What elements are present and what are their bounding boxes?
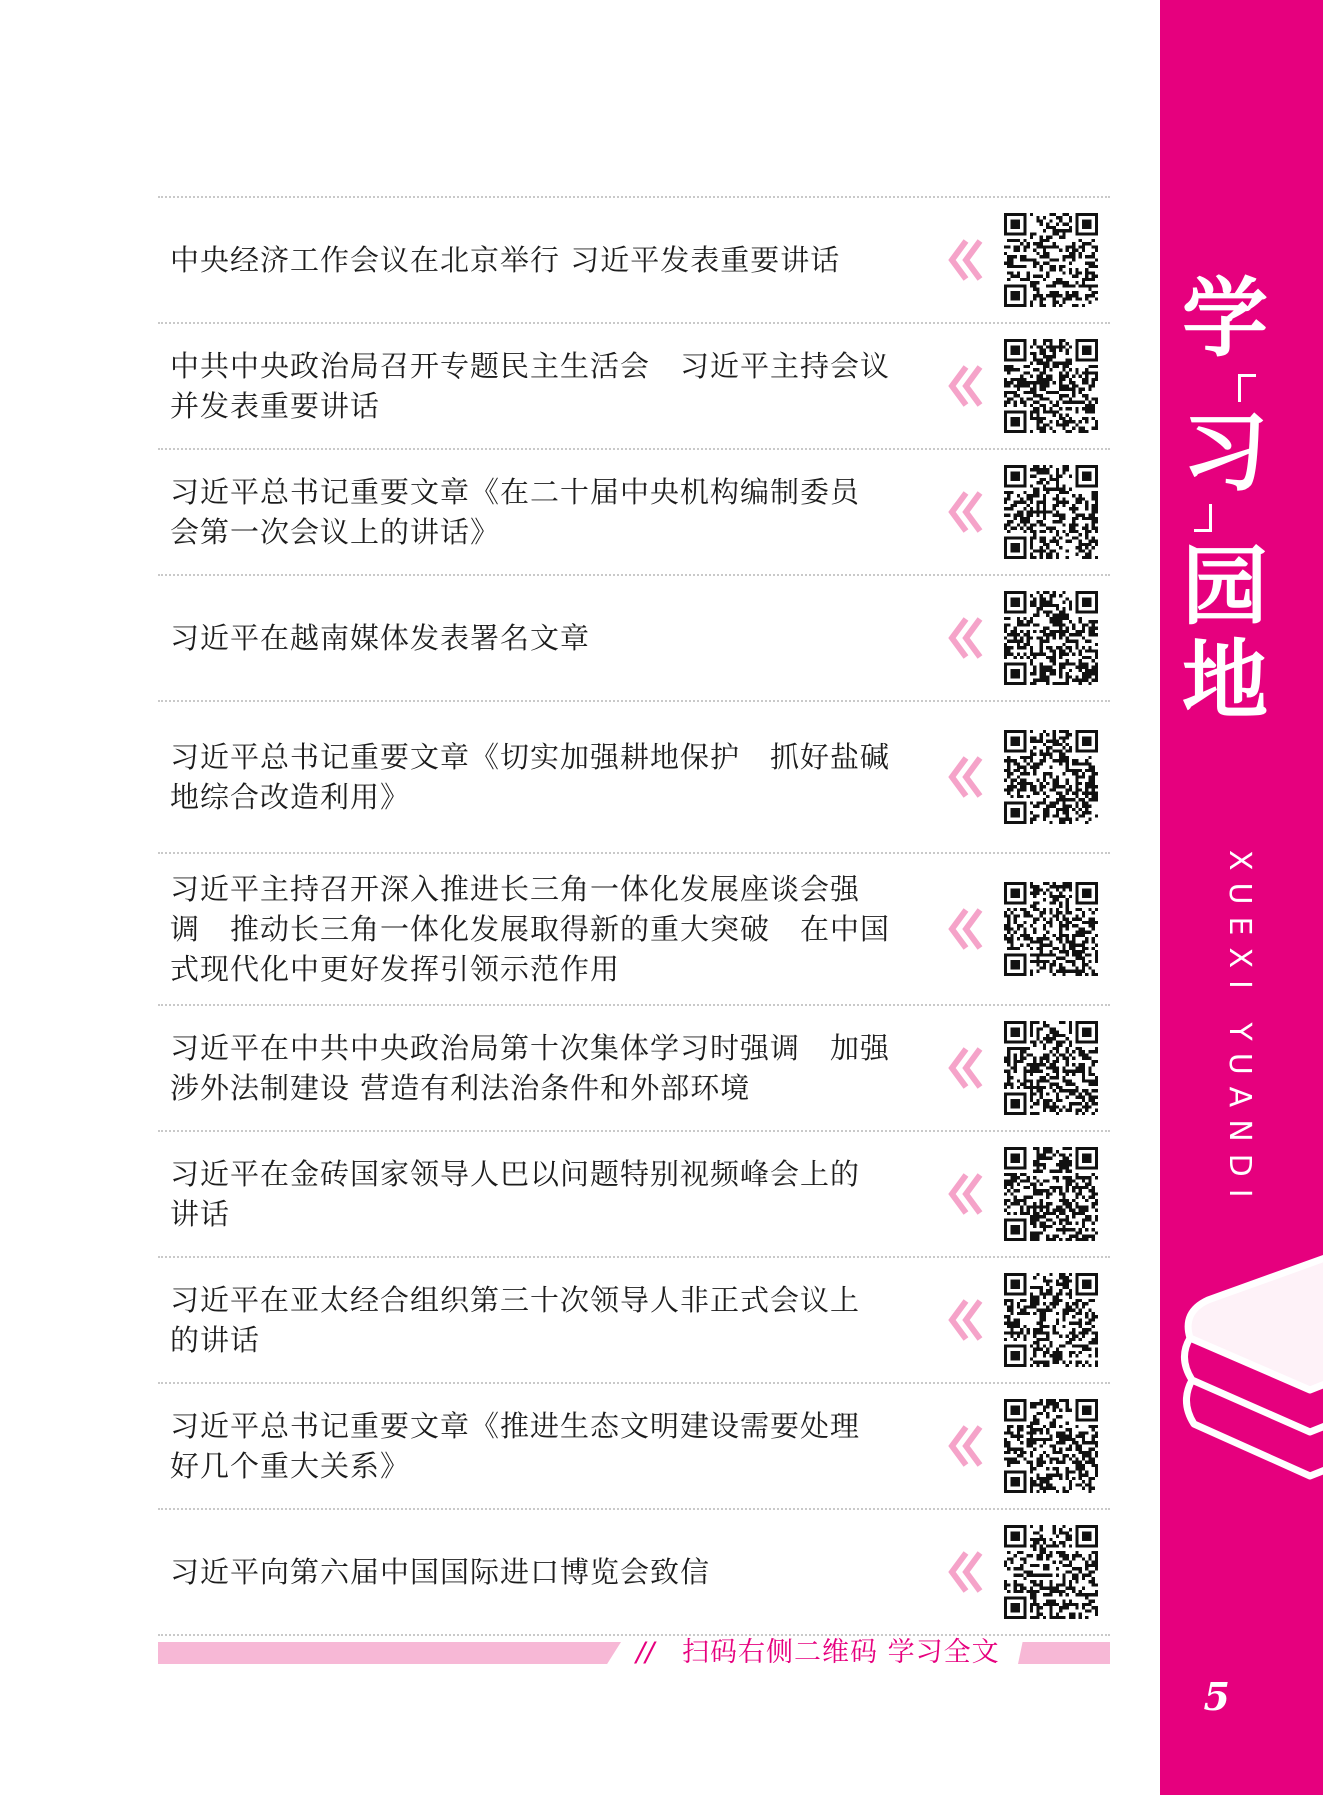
article-title[interactable]: 习近平向第六届中国国际进口博览会致信 — [170, 1555, 711, 1589]
article-title[interactable]: 习近平总书记重要文章《切实加强耕地保护 抓好盐碱 地综合改造利用》 — [170, 740, 891, 814]
qr-code-icon[interactable] — [1004, 1021, 1098, 1115]
qr-code-icon[interactable] — [1004, 1273, 1098, 1367]
article-item — [158, 1258, 1110, 1384]
footer-caption: 扫码右侧二维码 学习全文 — [682, 1637, 1000, 1668]
bracket-open-icon — [1160, 366, 1290, 406]
article-item — [158, 450, 1110, 576]
sidebar-latin-title: XUEXI YUANDI — [1222, 850, 1257, 1210]
article-item — [158, 1510, 1110, 1636]
article-item — [158, 1006, 1110, 1132]
double-chevron-left-icon — [948, 1423, 988, 1469]
article-title[interactable]: 习近平在金砖国家领导人巴以问题特别视频峰会上的 讲话 — [170, 1157, 861, 1231]
double-chevron-left-icon — [948, 489, 988, 535]
qr-code-icon[interactable] — [1004, 591, 1098, 685]
article-title[interactable]: 习近平在亚太经合组织第三十次领导人非正式会议上 的讲话 — [170, 1283, 861, 1357]
qr-code-icon[interactable] — [1004, 1147, 1098, 1241]
article-list — [158, 196, 1110, 1636]
article-item — [158, 198, 1110, 324]
qr-code-icon[interactable] — [1004, 1525, 1098, 1619]
qr-code-icon[interactable] — [1004, 339, 1098, 433]
double-chevron-left-icon — [948, 754, 988, 800]
double-chevron-left-icon — [948, 1171, 988, 1217]
double-chevron-left-icon — [948, 615, 988, 661]
footer-slashes: // — [636, 1637, 655, 1668]
article-item — [158, 576, 1110, 702]
footer-bar-right — [1018, 1642, 1110, 1664]
article-item — [158, 702, 1110, 854]
footer-bar — [158, 1635, 1110, 1671]
double-chevron-left-icon — [948, 237, 988, 283]
article-title[interactable]: 习近平在越南媒体发表署名文章 — [170, 621, 591, 655]
article-item — [158, 1132, 1110, 1258]
sidebar-title-char: 园 — [1182, 536, 1268, 637]
double-chevron-left-icon — [948, 1549, 988, 1595]
article-title[interactable]: 中共中央政治局召开专题民主生活会 习近平主持会议 并发表重要讲话 — [170, 349, 891, 423]
sidebar-title-char: 习 — [1182, 402, 1268, 503]
bracket-close-icon — [1160, 500, 1290, 540]
qr-code-icon[interactable] — [1004, 213, 1098, 307]
article-title[interactable]: 中央经济工作会议在北京举行 习近平发表重要讲话 — [170, 243, 841, 277]
article-title[interactable]: 习近平主持召开深入推进长三角一体化发展座谈会强 调 推动长三角一体化发展取得新的重大突破 在中国 式现代化中更好发挥引领示范作用 — [170, 872, 891, 986]
article-title[interactable]: 习近平总书记重要文章《在二十届中央机构编制委员 会第一次会议上的讲话》 — [170, 475, 861, 549]
sidebar-title-char: 学 — [1182, 268, 1268, 369]
qr-code-icon[interactable] — [1004, 465, 1098, 559]
sidebar-title — [1160, 268, 1290, 731]
double-chevron-left-icon — [948, 1045, 988, 1091]
footer-bar-left — [158, 1642, 621, 1664]
double-chevron-left-icon — [948, 363, 988, 409]
double-chevron-left-icon — [948, 1297, 988, 1343]
book-stack-icon — [1160, 1240, 1323, 1480]
qr-code-icon[interactable] — [1004, 882, 1098, 976]
qr-code-icon[interactable] — [1004, 730, 1098, 824]
article-title[interactable]: 习近平总书记重要文章《推进生态文明建设需要处理 好几个重大关系》 — [170, 1409, 861, 1483]
article-title[interactable]: 习近平在中共中央政治局第十次集体学习时强调 加强 涉外法制建设 营造有利法治条件和外部环境 — [170, 1031, 891, 1105]
article-item — [158, 324, 1110, 450]
article-item — [158, 1384, 1110, 1510]
sidebar-title-char: 地 — [1182, 630, 1268, 731]
qr-code-icon[interactable] — [1004, 1399, 1098, 1493]
article-item — [158, 854, 1110, 1006]
page-number: 5 — [1203, 1674, 1230, 1719]
double-chevron-left-icon — [948, 906, 988, 952]
